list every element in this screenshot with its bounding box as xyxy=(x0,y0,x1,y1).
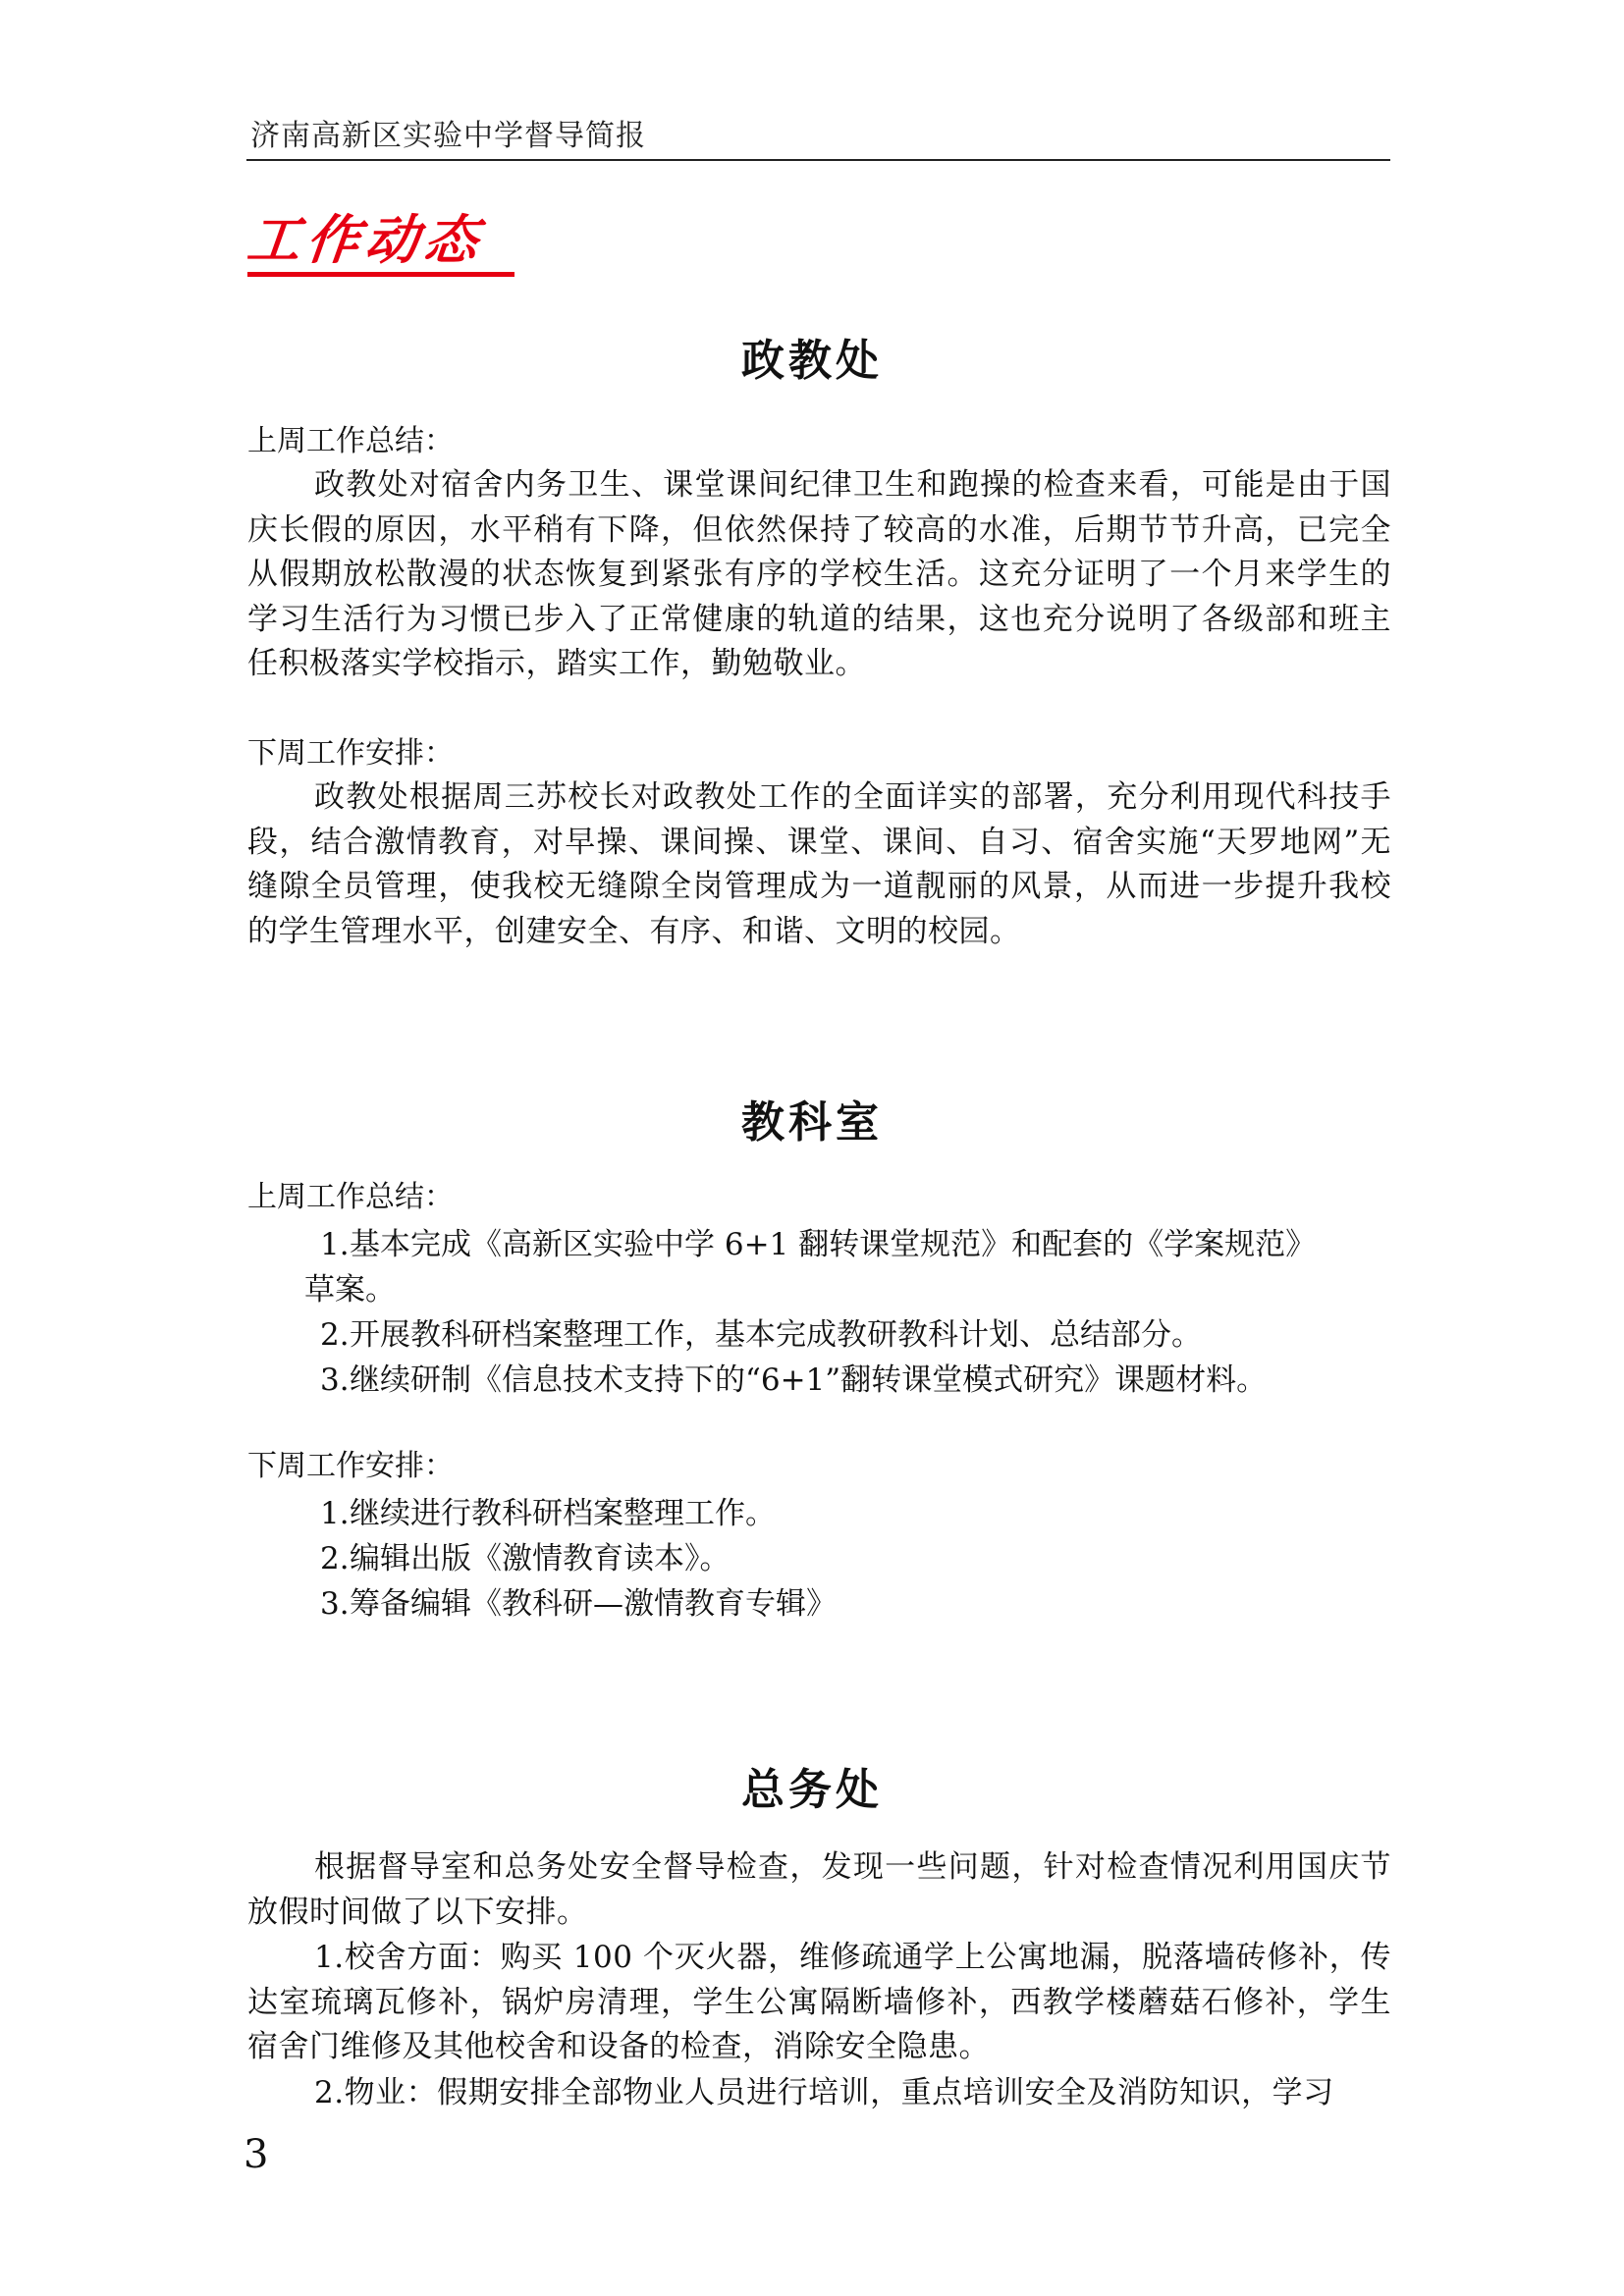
dept-title-zhengjiao: 政教处 xyxy=(741,336,883,386)
zhengjiao-next-week-text: 政教处根据周三苏校长对政教处工作的全面详实的部署，充分利用现代科技手段，结合激情教育，对早操、课间操、课堂、课间、自习、宿舍实施“天罗地网”无缝隙全员管理，使我校无缝隙全岗管理成为一道靓丽的风景，从而进一步提升我校的学生管理水平，创建安全、有序、和谐、文明的校园。 xyxy=(247,779,1391,949)
zhengjiao-next-week-label: 下周工作安排： xyxy=(247,736,454,771)
dept-title-zongwu: 总务处 xyxy=(741,1765,883,1815)
list-item-text: 筹备编辑《教科研—激情教育专辑》 xyxy=(350,1586,837,1622)
section-banner-title: 工作动态 xyxy=(244,209,487,271)
zongwu-intro: 根据督导室和总务处安全督导检查，发现一些问题，针对检查情况利用国庆节放假时间做了以下安排。 xyxy=(247,1849,1391,1930)
page-number: 3 xyxy=(244,2132,269,2177)
list-item-text: 草案。 xyxy=(304,1272,396,1308)
list-item-continuation xyxy=(304,1268,1389,1313)
list-item xyxy=(320,1313,1405,1359)
running-header xyxy=(246,118,1390,161)
list-item-text: 编辑出版《激情教育读本》。 xyxy=(350,1541,731,1576)
list-item xyxy=(320,1582,1405,1628)
zhengjiao-last-week-label: 上周工作总结： xyxy=(247,424,454,458)
list-item-text: 基本完成《高新区实验中学 6+1 翻转课堂规范》和配套的《学案规范》 xyxy=(350,1227,1317,1262)
banner-underline xyxy=(247,272,514,277)
list-item xyxy=(320,1537,1405,1582)
zongwu-item-1: 1.校舍方面：购买 100 个灭火器，维修疏通学上公寓地漏，脱落墙砖修补，传达室琉璃瓦修补，锅炉房清理，学生公寓隔断墙修补，西教学楼蘑菇石修补，学生宿舍门维修及其他校舍和设备的检查，消除安全隐患。 xyxy=(247,1940,1391,2064)
jiaoke-next-week-label: 下周工作安排： xyxy=(247,1449,454,1483)
list-item-number: 2. xyxy=(320,1541,350,1576)
list-item-text: 开展教科研档案整理工作，基本完成教研教科计划、总结部分。 xyxy=(350,1317,1202,1353)
list-item-number: 3. xyxy=(320,1362,350,1398)
newsletter-title: 济南高新区实验中学督导简报 xyxy=(250,119,646,153)
list-item-text: 继续进行教科研档案整理工作。 xyxy=(350,1496,776,1531)
list-item xyxy=(320,1492,1405,1537)
list-item-number: 1. xyxy=(320,1227,350,1262)
list-item-number: 2. xyxy=(320,1317,350,1353)
list-item-number: 1. xyxy=(320,1496,350,1531)
jiaoke-last-week-label: 上周工作总结： xyxy=(247,1180,454,1214)
list-item-number: 3. xyxy=(320,1586,350,1622)
zongwu-item-2: 2.物业：假期安排全部物业人员进行培训，重点培训安全及消防知识，学习 xyxy=(314,2075,1334,2110)
dept-title-jiaoke: 教科室 xyxy=(741,1097,883,1148)
list-item xyxy=(320,1223,1405,1268)
list-item xyxy=(320,1359,1405,1404)
list-item-text: 继续研制《信息技术支持下的“6+1”翻转课堂模式研究》课题材料。 xyxy=(350,1362,1268,1398)
zhengjiao-last-week-text: 政教处对宿舍内务卫生、课堂课间纪律卫生和跑操的检查来看，可能是由于国庆长假的原因，水平稍有下降，但依然保持了较高的水准，后期节节升高，已完全从假期放松散漫的状态恢复到紧张有序的学校生活。这充分证明了一个月来学生的学习生活行为习惯已步入了正常健康的轨道的结果，这也充分说明了各级部和班主任积极落实学校指示，踏实工作，勤勉敬业。 xyxy=(247,467,1391,681)
